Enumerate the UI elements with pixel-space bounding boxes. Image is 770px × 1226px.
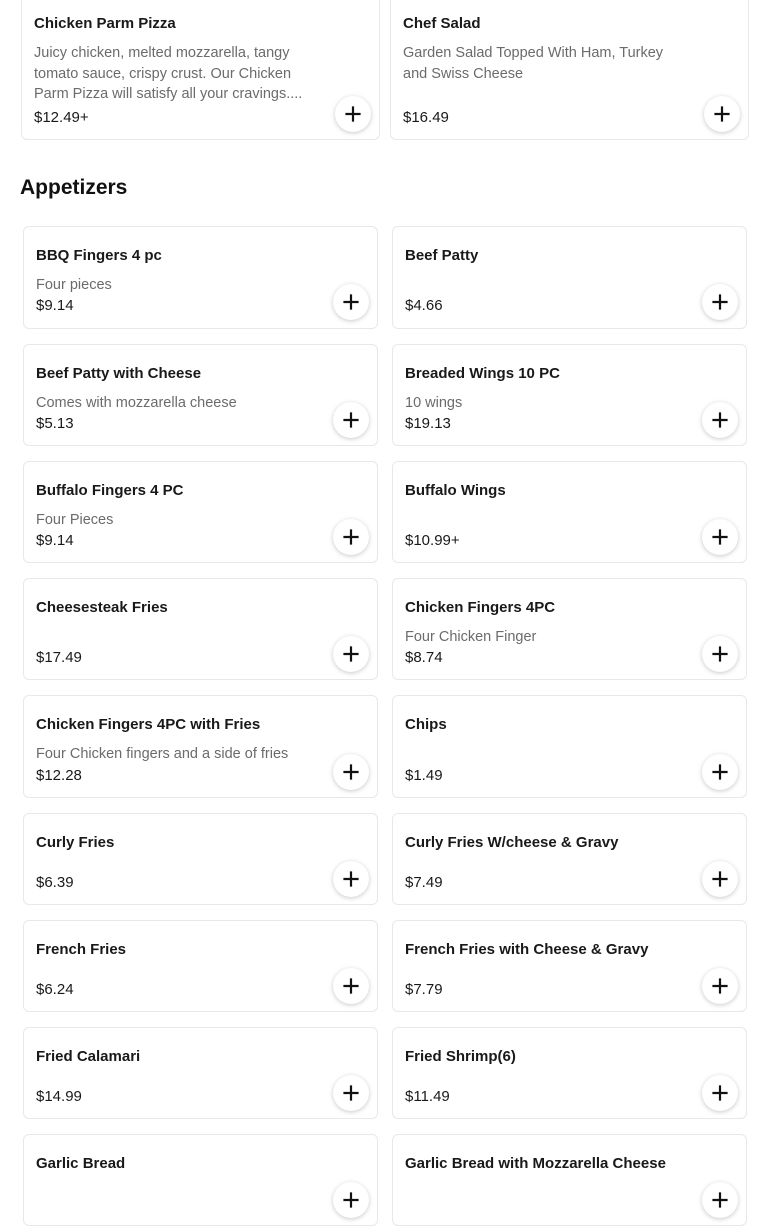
item-price: $10.99+ xyxy=(405,532,460,549)
add-item-button[interactable] xyxy=(702,861,738,897)
section-title: Appetizers xyxy=(20,176,128,199)
menu-item-card[interactable] xyxy=(23,813,378,905)
plus-icon xyxy=(343,529,359,545)
plus-icon xyxy=(343,1085,359,1101)
plus-icon xyxy=(343,646,359,662)
menu-item-card[interactable] xyxy=(23,226,378,329)
add-item-button[interactable] xyxy=(704,96,740,132)
item-description: Comes with mozzarella cheese xyxy=(36,395,237,411)
add-item-button[interactable] xyxy=(333,284,369,320)
item-price: $5.13 xyxy=(36,415,74,432)
item-name: Garlic Bread with Mozzarella Cheese xyxy=(405,1155,666,1172)
menu-item-card[interactable] xyxy=(392,813,747,905)
item-price: $4.66 xyxy=(405,297,443,314)
plus-icon xyxy=(343,294,359,310)
item-price: $9.14 xyxy=(36,297,74,314)
item-description: Four pieces xyxy=(36,277,112,293)
item-price: $7.49 xyxy=(405,874,443,891)
item-name: Garlic Bread xyxy=(36,1155,126,1172)
add-item-button[interactable] xyxy=(335,96,371,132)
menu-item-card[interactable] xyxy=(23,920,378,1012)
item-description: Four Chicken Finger xyxy=(405,629,537,645)
menu-item-card[interactable] xyxy=(392,695,747,798)
plus-icon xyxy=(712,412,728,428)
add-item-button[interactable] xyxy=(702,968,738,1004)
item-name: Chicken Fingers 4PC xyxy=(405,599,556,616)
item-name: Chef Salad xyxy=(403,15,481,32)
plus-icon xyxy=(343,1192,359,1208)
menu-item-card[interactable] xyxy=(392,226,747,329)
add-item-button[interactable] xyxy=(333,968,369,1004)
item-name: French Fries with Cheese & Gravy xyxy=(405,941,649,958)
item-name: Cheesesteak Fries xyxy=(36,599,168,616)
add-item-button[interactable] xyxy=(702,1075,738,1111)
item-price: $1.49 xyxy=(405,767,443,784)
plus-icon xyxy=(712,1085,728,1101)
item-price: $6.24 xyxy=(36,981,74,998)
menu-item-card[interactable] xyxy=(23,695,378,798)
item-price: $12.49+ xyxy=(34,109,89,126)
item-description: Four Chicken fingers and a side of fries xyxy=(36,746,289,762)
item-name: Breaded Wings 10 PC xyxy=(405,365,560,382)
plus-icon xyxy=(714,106,730,122)
add-item-button[interactable] xyxy=(333,519,369,555)
menu-item-card[interactable] xyxy=(392,344,747,446)
item-price: $14.99 xyxy=(36,1088,82,1105)
item-name: Curly Fries W/cheese & Gravy xyxy=(405,834,619,851)
add-item-button[interactable] xyxy=(702,1182,738,1218)
item-description: 10 wings xyxy=(405,395,463,411)
plus-icon xyxy=(712,978,728,994)
menu-item-card[interactable] xyxy=(392,578,747,680)
menu-item-card[interactable] xyxy=(23,344,378,446)
add-item-button[interactable] xyxy=(702,402,738,438)
add-item-button[interactable] xyxy=(702,284,738,320)
item-name: Curly Fries xyxy=(36,834,115,851)
menu-item-card[interactable] xyxy=(23,461,378,563)
item-price: $19.13 xyxy=(405,415,451,432)
plus-icon xyxy=(345,106,361,122)
menu-item-card[interactable] xyxy=(392,461,747,563)
item-price: $17.49 xyxy=(36,649,82,666)
menu-item-card[interactable] xyxy=(21,0,380,140)
menu-item-card[interactable] xyxy=(392,920,747,1012)
item-price: $9.14 xyxy=(36,532,74,549)
item-description: Four Pieces xyxy=(36,512,114,528)
add-item-button[interactable] xyxy=(333,861,369,897)
plus-icon xyxy=(712,764,728,780)
plus-icon xyxy=(712,646,728,662)
menu-item-card[interactable] xyxy=(392,1134,747,1226)
item-name: Chips xyxy=(405,716,447,733)
item-description: Garden Salad Topped With Ham, Turkey and Swiss Cheese xyxy=(403,45,664,82)
item-price: $8.74 xyxy=(405,649,443,666)
item-name: Beef Patty with Cheese xyxy=(36,365,202,382)
plus-icon xyxy=(712,871,728,887)
item-name: Chicken Fingers 4PC with Fries xyxy=(36,716,261,733)
add-item-button[interactable] xyxy=(333,636,369,672)
item-name: Buffalo Fingers 4 PC xyxy=(36,482,184,499)
add-item-button[interactable] xyxy=(702,636,738,672)
add-item-button[interactable] xyxy=(333,1182,369,1218)
menu-item-card[interactable] xyxy=(23,1027,378,1119)
item-name: French Fries xyxy=(36,941,127,958)
item-price: $16.49 xyxy=(403,109,449,126)
add-item-button[interactable] xyxy=(333,754,369,790)
menu-item-card[interactable] xyxy=(23,1134,378,1226)
plus-icon xyxy=(343,978,359,994)
menu-item-card[interactable] xyxy=(392,1027,747,1119)
menu-item-card[interactable] xyxy=(23,578,378,680)
item-name: Beef Patty xyxy=(405,247,479,264)
add-item-button[interactable] xyxy=(333,402,369,438)
item-price: $7.79 xyxy=(405,981,443,998)
plus-icon xyxy=(712,529,728,545)
add-item-button[interactable] xyxy=(702,519,738,555)
item-name: BBQ Fingers 4 pc xyxy=(36,247,162,264)
item-price: $12.28 xyxy=(36,767,82,784)
add-item-button[interactable] xyxy=(702,754,738,790)
item-description: Juicy chicken, melted mozzarella, tangy tomato sauce, crispy crust. Our Chicken Parm Pizza will satisfy all your cravings.... xyxy=(34,45,303,102)
item-name: Chicken Parm Pizza xyxy=(34,15,176,32)
plus-icon xyxy=(343,412,359,428)
plus-icon xyxy=(343,764,359,780)
add-item-button[interactable] xyxy=(333,1075,369,1111)
item-price: $11.49 xyxy=(405,1088,450,1105)
plus-icon xyxy=(343,871,359,887)
plus-icon xyxy=(712,294,728,310)
item-name: Fried Calamari xyxy=(36,1048,141,1065)
item-name: Buffalo Wings xyxy=(405,482,506,499)
item-name: Fried Shrimp(6) xyxy=(405,1048,516,1065)
plus-icon xyxy=(712,1192,728,1208)
menu-item-card[interactable] xyxy=(390,0,749,140)
item-price: $6.39 xyxy=(36,874,74,891)
